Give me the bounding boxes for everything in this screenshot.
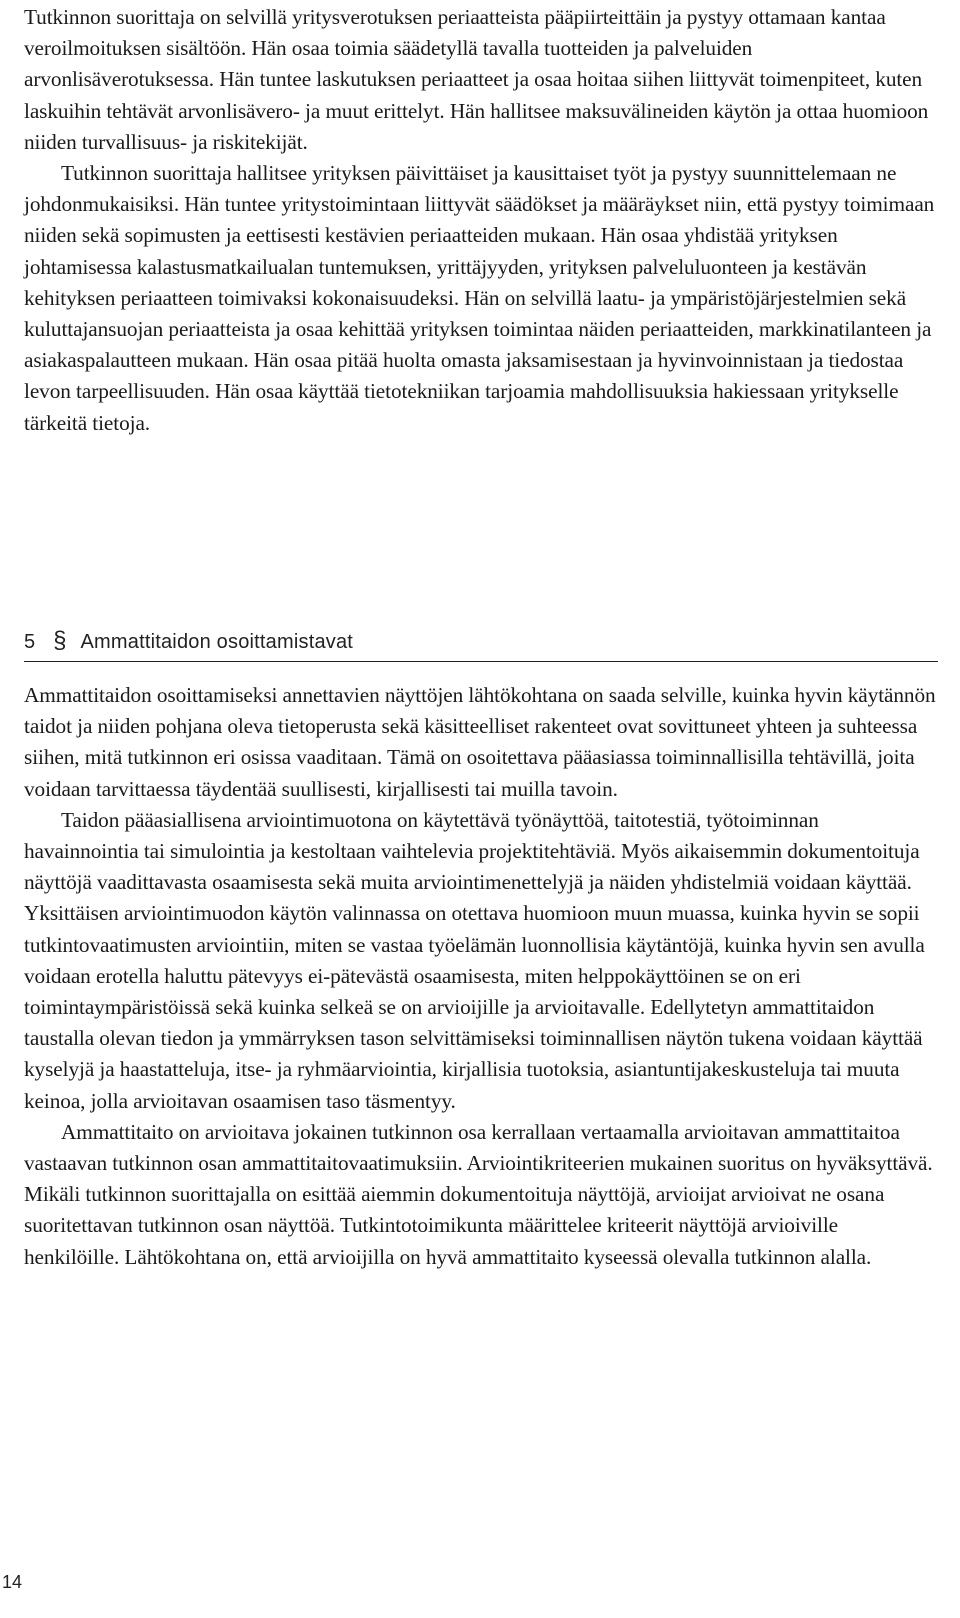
page-number: 14 bbox=[2, 1572, 23, 1592]
intro-text-block bbox=[24, 2, 936, 439]
section-heading bbox=[24, 627, 938, 662]
section-symbol: § bbox=[53, 627, 67, 654]
section-paragraph-1: Ammattitaidon osoittamiseksi annettavien näyttöjen lähtökohtana on saada selville, kuinka hyvin käytännön taidot ja niiden pohjana oleva tietoperusta sekä käsitteelliset rakenteet ovat sovittuneet yhteen ja suhteessa siihen, mitä tutkinnon eri osissa vaaditaan. Tämä on osoitettava pääasiassa toiminnallisilla tehtävillä, joita voidaan tarvittaessa täydentää suullisesti, kirjallisesti tai muilla tavoin. bbox=[24, 683, 936, 801]
section-title: Ammattitaidon osoittamistavat bbox=[80, 631, 354, 653]
intro-paragraph-1: Tutkinnon suorittaja on selvillä yritysverotuksen periaatteista pääpiirteittäin ja pystyy ottamaan kantaa veroilmoituksen sisältöön. Hän osaa toimia säädetyllä tavalla tuotteiden ja palveluiden arvonlisäverotuksessa. Hän tuntee laskutuksen periaatteet ja osaa hoitaa siihen liittyvät toimenpiteet, kuten laskuihin tehtävät arvonlisävero- ja muut erittelyt. Hän hallitsee maksuvälineiden käytön ja ottaa huomioon niiden turvallisuus- ja riskitekijät. bbox=[24, 5, 929, 154]
intro-paragraph-2: Tutkinnon suorittaja hallitsee yrityksen päivittäiset ja kausittaiset työt ja pystyy suunnittelemaan ne johdonmukaisiksi. Hän tuntee yritystoimintaan liittyvät säädökset ja määräykset niin, että pystyy toimimaan niiden sekä sopimusten ja eettisesti kestävien periaatteiden mukaan. Hän osaa yhdistää yrityksen johtamisessa kalastusmatkailualan tuntemuksen, yrittäjyyden, yrityksen palveluluonteen ja kestävän kehityksen periaatteen toimivaksi kokonaisuudeksi. Hän on selvillä laatu- ja ympäristöjärjestelmien sekä kuluttajansuojan periaatteista ja osaa kehittää yrityksen toimintaa näiden periaatteiden, markkinatilanteen ja asiakaspalautteen mukaan. Hän osaa pitää huolta omasta jaksamisestaan ja hyvinvoinnistaan ja tiedostaa levon tarpeellisuuden. Hän osaa käyttää tietotekniikan tarjoamia mahdollisuuksia hakiessaan yritykselle tärkeitä tietoja. bbox=[24, 161, 935, 435]
section-paragraph-2: Taidon pääasiallisena arviointimuotona on käytettävä työnäyttöä, taitotestiä, työtoiminnan havainnointia tai simulointia ja kestoltaan vaihtelevia projektitehtäviä. Myös aikaisemmin dokumentoituja näyttöjä vaadittavasta osaamisesta sekä muita arviointimenettelyjä ja näiden yhdistelmiä voidaan käyttää. Yksittäisen arviointimuodon käytön valinnassa on otettava huomioon muun muassa, kuinka hyvin se sopii tutkintovaatimusten arviointiin, miten se vastaa työelämän luonnollisia käytäntöjä, kuinka hyvin sen avulla voidaan erotella haluttu pätevyys ei-pätevästä osaamisesta, miten helppokäyttöinen se on eri toimintaympäristöissä sekä kuinka selkeä se on arvioijille ja arvioitavalle. Edellytetyn ammattitaidon taustalla olevan tiedon ja ymmärryksen tason selvittämiseksi toiminnallisen näytön tukena voidaan käyttää kyselyjä ja haastatteluja, itse- ja ryhmäarviointia, kirjallisia tuotoksia, asiantuntijakeskusteluja tai muuta keinoa, jolla arvioitavan osaamisen taso täsmentyy. bbox=[24, 807, 925, 1113]
section-paragraph-3: Ammattitaito on arvioitava jokainen tutkinnon osa kerrallaan vertaamalla arvioitavan ammattitaitoa vastaavan tutkinnon osan ammattitaitovaatimuksiin. Arviointikriteerien mukainen suoritus on hyväksyttävä. Mikäli tutkinnon suorittajalla on esittää aiemmin dokumentoituja näyttöjä, arvioijat arvioivat ne osana suoritettavan tutkinnon osan näyttöä. Tutkintotoimikunta määrittelee kriteerit näyttöjä arvioiville henkilöille. Lähtökohtana on, että arvioijilla on hyvä ammattitaito kyseessä olevalla tutkinnon alalla. bbox=[24, 1119, 933, 1269]
section-number: 5 bbox=[24, 631, 36, 653]
section-text-block bbox=[24, 680, 936, 1273]
